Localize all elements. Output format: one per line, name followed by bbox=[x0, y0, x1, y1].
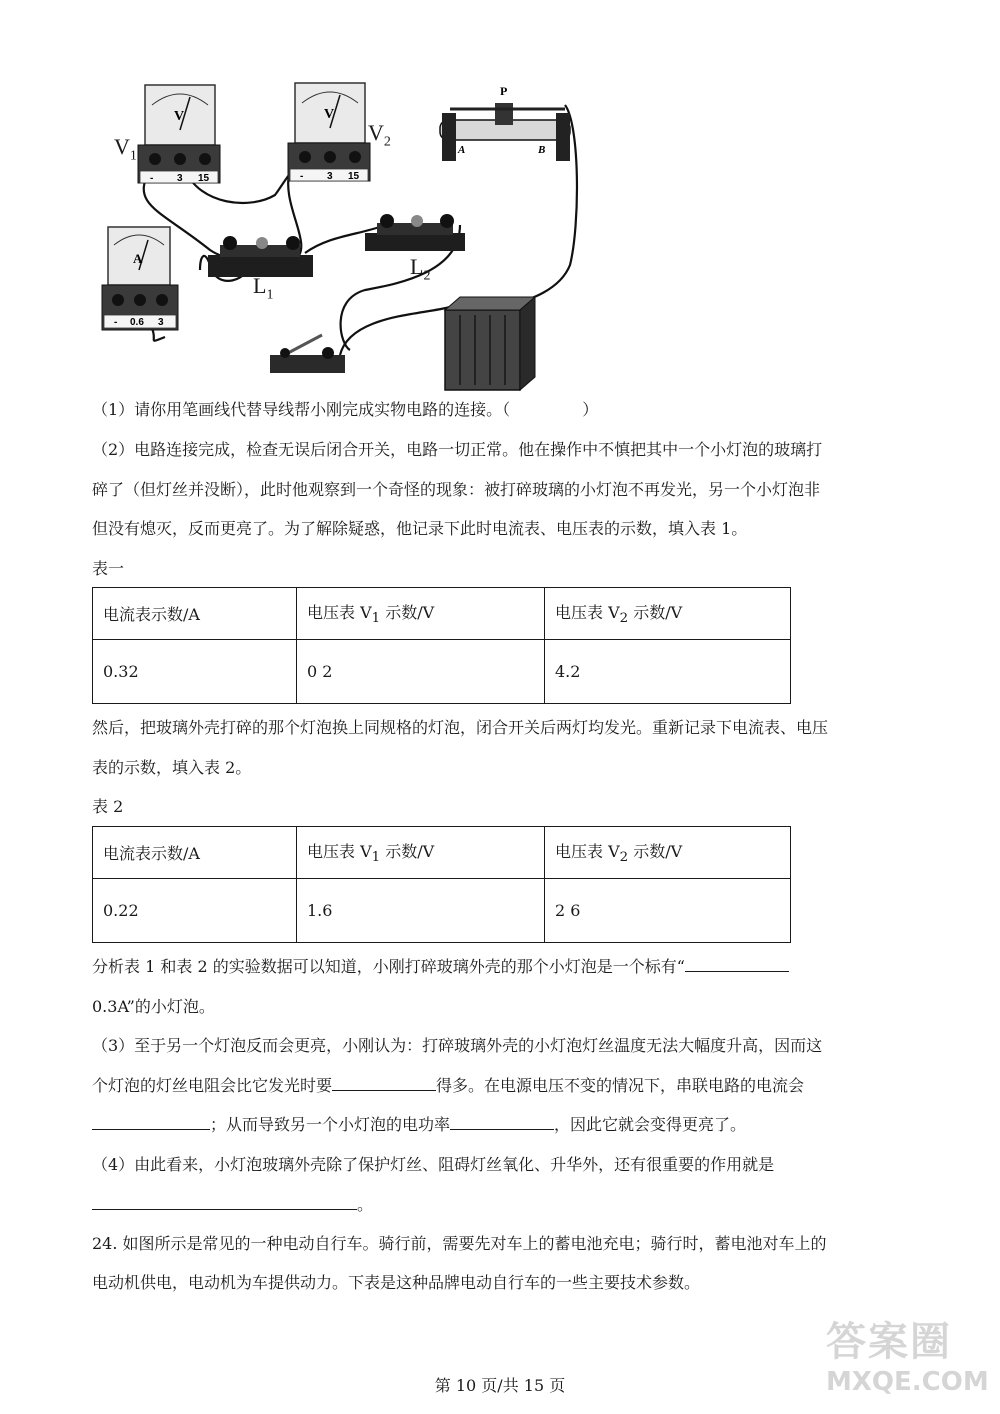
question-2-line-1: （2）电路连接完成，检查无误后闭合开关，电路一切正常。他在操作中不慎把其中一个小灯泡的玻璃打 bbox=[92, 440, 823, 459]
blank-resistance[interactable] bbox=[332, 1073, 436, 1091]
voltmeter-v1-15: 15 bbox=[198, 173, 210, 184]
table-1-header-v1: 电压表 $V_1$ 示数/V bbox=[297, 588, 545, 640]
table-2-value-current: 0.22 bbox=[93, 879, 297, 943]
voltmeter-v2-neg: - bbox=[300, 171, 304, 182]
table-1-value-v1: 0 2 bbox=[297, 640, 545, 704]
analysis-line-1: 分析表 1 和表 2 的实验数据可以知道，小刚打碎玻璃外壳的那个小灯泡是一个标有“ bbox=[92, 948, 789, 986]
lamp-l2 bbox=[365, 214, 465, 251]
lamp-l1 bbox=[208, 236, 313, 277]
voltmeter-v2-3: 3 bbox=[327, 171, 333, 182]
table-2-header-current: 电流表示数/A bbox=[93, 827, 297, 879]
label-l2: $L_2$ bbox=[410, 254, 431, 284]
voltmeter-face-label: V bbox=[174, 109, 185, 124]
ammeter-face-label: A bbox=[133, 251, 143, 266]
switch bbox=[270, 335, 345, 373]
label-l1: $L_1$ bbox=[253, 273, 274, 303]
table-1-caption: 表一 bbox=[92, 559, 125, 578]
wire-battery-switch bbox=[340, 307, 450, 355]
blank-power[interactable] bbox=[450, 1112, 554, 1130]
voltmeter-v2-15: 15 bbox=[348, 171, 360, 182]
question-2-line-2: 碎了（但灯丝并没断），此时他观察到一个奇怪的现象：被打碎玻璃的小灯泡不再发光，另一个小灯泡非 bbox=[92, 480, 821, 499]
table-1-value-current: 0.32 bbox=[93, 640, 297, 704]
question-3-line-3: ；从而导致另一个小灯泡的电功率 ，因此它就会变得更亮了。 bbox=[92, 1106, 746, 1144]
question-4-line-2: 。 bbox=[92, 1186, 373, 1224]
after-table-1-line-2: 表的示数，填入表 2。 bbox=[92, 758, 252, 777]
blank-glass-role[interactable] bbox=[92, 1192, 357, 1210]
battery bbox=[445, 297, 535, 390]
table-1-header-current: 电流表示数/A bbox=[93, 588, 297, 640]
watermark bbox=[826, 1318, 996, 1410]
label-v1: $V_1$ bbox=[114, 134, 137, 164]
table-2-value-v2: 2 6 bbox=[545, 879, 791, 943]
rheostat bbox=[440, 84, 570, 161]
question-3-line-2: 个灯泡的灯丝电阻会比它发光时要 得多。在电源电压不变的情况下，串联电路的电流会 bbox=[92, 1067, 804, 1105]
question-24-line-2: 电动机供电，电动机为车提供动力。下表是这种品牌电动自行车的一些主要技术参数。 bbox=[92, 1273, 701, 1292]
ammeter-3: 3 bbox=[158, 317, 164, 328]
circuit-diagram bbox=[90, 75, 610, 395]
ammeter bbox=[102, 227, 178, 330]
table-2-header-v1: 电压表 $V_1$ 示数/V bbox=[297, 827, 545, 879]
table-2-caption: 表 2 bbox=[92, 797, 124, 816]
rheostat-p-label: P bbox=[500, 84, 508, 98]
watermark-url: MXQE.COM bbox=[826, 1367, 989, 1397]
ammeter-06: 0.6 bbox=[130, 317, 144, 328]
blank-current[interactable] bbox=[92, 1112, 210, 1130]
rheostat-a-label: A bbox=[458, 144, 466, 156]
question-1: （1）请你用笔画线代替导线帮小刚完成实物电路的连接。（ ） bbox=[92, 400, 599, 419]
voltmeter-v1-neg: - bbox=[150, 173, 154, 184]
table-1 bbox=[92, 587, 791, 704]
question-3-line-1: （3）至于另一个灯泡反而会更亮，小刚认为：打碎玻璃外壳的小灯泡灯丝温度无法大幅度升高，因而这 bbox=[92, 1036, 823, 1055]
ammeter-neg: - bbox=[114, 317, 118, 328]
watermark-cn: 答案圈 bbox=[826, 1319, 952, 1365]
table-1-value-v2: 4.2 bbox=[545, 640, 791, 704]
voltmeter-v2 bbox=[288, 83, 370, 182]
page-footer: 第 10 页/共 15 页 bbox=[434, 1376, 566, 1395]
rheostat-b-label: B bbox=[538, 144, 546, 156]
label-v2: $V_2$ bbox=[368, 120, 391, 150]
analysis-line-2: 0.3A”的小灯泡。 bbox=[92, 997, 215, 1016]
table-1-header-v2: 电压表 $V_2$ 示数/V bbox=[545, 588, 791, 640]
voltmeter-v1 bbox=[138, 85, 220, 184]
question-24-line-1: 24. 如图所示是常见的一种电动自行车。骑行前，需要先对车上的蓄电池充电；骑行时，蓄电池对车上的 bbox=[92, 1234, 827, 1253]
question-4-line-1: （4）由此看来，小灯泡玻璃外壳除了保护灯丝、阻碍灯丝氧化、升华外，还有很重要的作用就是 bbox=[92, 1155, 775, 1174]
table-2 bbox=[92, 826, 791, 943]
table-2-value-v1: 1.6 bbox=[297, 879, 545, 943]
table-2-header-v2: 电压表 $V_2$ 示数/V bbox=[545, 827, 791, 879]
question-2-line-3: 但没有熄灭，反而更亮了。为了解除疑惑，他记录下此时电流表、电压表的示数，填入表 1。 bbox=[92, 519, 748, 538]
after-table-1-line-1: 然后，把玻璃外壳打碎的那个灯泡换上同规格的灯泡，闭合开关后两灯均发光。重新记录下电流表、电压 bbox=[92, 718, 829, 737]
voltmeter-v2-face-label: V bbox=[324, 107, 335, 122]
blank-lamp-rating[interactable] bbox=[685, 954, 789, 972]
voltmeter-v1-3: 3 bbox=[177, 173, 183, 184]
